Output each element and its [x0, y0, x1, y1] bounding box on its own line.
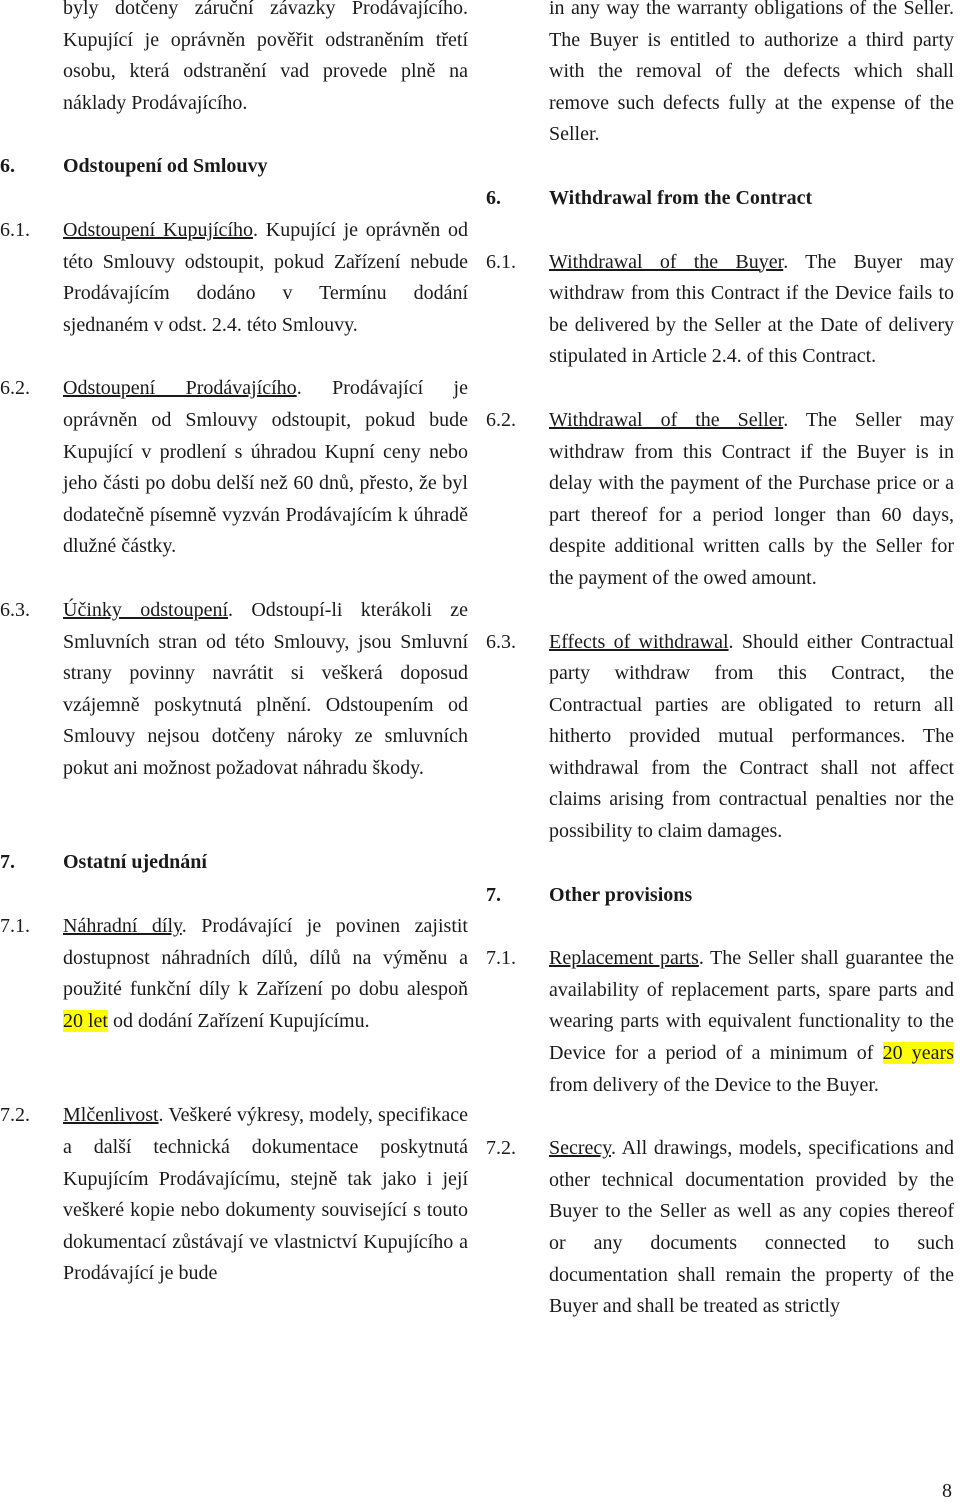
cz-intro-text: byly dotčeny záruční závazky Prodávajícího. Kupující je oprávněn pověřit odstraněním třetí osobu, která odstranění vad provede plně na náklady Prodávajícího.	[63, 0, 468, 114]
cz-clause-7-1-number: 7.1.	[0, 915, 30, 938]
en-section-6-title: Withdrawal from the Contract	[549, 186, 813, 209]
en-section-7-heading	[486, 880, 954, 912]
en-clause-6-3-number: 6.3.	[486, 630, 516, 653]
en-clause-6-1	[486, 247, 954, 373]
cz-section-6-heading	[0, 151, 468, 183]
en-clause-6-3	[486, 627, 954, 848]
cz-clause-7-2-text: . Veškeré výkresy, modely, specifikace a další technická dokumentace poskytnutá Kupujícím Prodávajícímu, stejně tak jako i její veškeré kopie nebo dokumenty související s touto dokumentací zůstávají ve vlastnictví Kupujícího a Prodávající je bude	[63, 1104, 468, 1285]
cz-clause-7-2	[0, 1100, 468, 1290]
cz-section-6-number: 6.	[0, 155, 15, 178]
cz-section-7-heading	[0, 847, 468, 879]
cz-clause-6-3-text: . Odstoupí-li kterákoli ze Smluvních stran od této Smlouvy, jsou Smluvní strany povinny navrátit si veškerá doposud vzájemně poskytnutá plnění. Odstoupením od Smlouvy nejsou dotčeny nároky ze smluvních pokut ani možnost požadovat náhradu škody.	[63, 598, 468, 779]
cz-clause-6-1-number: 6.1.	[0, 218, 30, 241]
cz-clause-6-1-title: Odstoupení Kupujícího	[63, 218, 253, 241]
czech-column	[0, 0, 468, 1290]
en-clause-6-3-text: . Should either Contractual party withdraw from this Contract, the Contractual parties are obligated to return all hitherto provided mutual performances. The withdrawal from the Contract shall not affect claims arising from contractual penalties nor the possibility to claim damages.	[549, 630, 955, 843]
cz-clause-6-2-number: 6.2.	[0, 377, 30, 400]
cz-section-7-number: 7.	[0, 851, 15, 874]
en-section-7-title: Other provisions	[549, 883, 693, 906]
en-clause-6-1-title: Withdrawal of the Buyer	[549, 250, 784, 273]
cz-clause-7-2-number: 7.2.	[0, 1104, 30, 1127]
en-clause-6-3-title: Effects of withdrawal	[549, 630, 729, 653]
cz-clause-7-1-text-a: . Prodávající je povinen zajistit dostupnost náhradních dílů, dílů na výměnu a použité funkční díly k Zařízení po dobu alespoň	[63, 915, 468, 1001]
en-clause-7-1-highlight: 20 years	[882, 1042, 955, 1065]
page-number: 8	[942, 1480, 952, 1502]
cz-clause-7-2-title: Mlčenlivost	[63, 1104, 159, 1127]
en-clause-7-1-text-a: . The Seller shall guarantee the availability of replacement parts, spare parts and wearing parts with equivalent functionality to the Device for a period of a minimum of	[549, 947, 954, 1065]
cz-clause-6-3-number: 6.3.	[0, 598, 30, 621]
en-clause-6-2-number: 6.2.	[486, 408, 516, 431]
en-clause-7-1-number: 7.1.	[486, 947, 516, 970]
en-intro-block	[486, 0, 954, 151]
cz-section-6-title: Odstoupení od Smlouvy	[63, 155, 268, 178]
en-clause-6-1-number: 6.1.	[486, 250, 516, 273]
en-section-6-number: 6.	[486, 186, 501, 209]
en-clause-6-1-text: . The Buyer may withdraw from this Contract if the Device fails to be delivered by the Seller at the Date of delivery stipulated in Article 2.4. of this Contract.	[549, 250, 954, 368]
cz-clause-7-1-text-b: od dodání Zařízení Kupujícímu.	[108, 1009, 370, 1032]
en-clause-6-2-title: Withdrawal of the Seller	[549, 408, 784, 431]
en-clause-7-2-number: 7.2.	[486, 1137, 516, 1160]
cz-clause-6-3	[0, 595, 468, 785]
en-clause-7-1	[486, 943, 954, 1101]
cz-clause-7-1-highlight: 20 let	[63, 1009, 108, 1032]
cz-clause-6-2-text: . Prodávající je oprávněn od Smlouvy odstoupit, pokud bude Kupující v prodlení s úhradou Kupní ceny nebo jeho části po dobu delší než 60 dnů, přesto, že byl dodatečně písemně vyzván Prodávajícím k úhradě dlužné částky.	[63, 377, 468, 558]
en-clause-7-1-text-b: from delivery of the Device to the Buyer.	[549, 1073, 879, 1096]
cz-clause-6-2-title: Odstoupení Prodávajícího	[63, 377, 297, 400]
cz-intro-block	[0, 0, 468, 119]
en-clause-7-1-title: Replacement parts	[549, 947, 699, 970]
cz-clause-7-1	[0, 911, 468, 1037]
cz-clause-7-1-title: Náhradní díly	[63, 915, 182, 938]
cz-clause-6-1-text: . Kupující je oprávněn od této Smlouvy odstoupit, pokud Zařízení nebude Prodávajícím dodáno v Termínu dodání sjednaném v odst. 2.4. této Smlouvy.	[63, 218, 468, 336]
cz-clause-6-1	[0, 215, 468, 341]
cz-section-7-title: Ostatní ujednání	[63, 851, 207, 874]
en-clause-6-2-text: . The Seller may withdraw from this Contract if the Buyer is in delay with the payment of the Purchase price or a part thereof for a period longer than 60 days, despite additional written calls by the Seller for the payment of the owed amount.	[549, 408, 954, 589]
en-intro-text: in any way the warranty obligations of the Seller. The Buyer is entitled to authorize a third party with the removal of the defects which shall remove such defects fully at the expense of the Seller.	[549, 0, 954, 146]
cz-clause-6-3-title: Účinky odstoupení	[63, 598, 228, 621]
cz-clause-6-2	[0, 373, 468, 563]
en-section-6-heading	[486, 183, 954, 215]
en-clause-7-2-text: . All drawings, models, specifications and other technical documentation provided by the Buyer to the Seller as well as any copies thereof or any documents connected to such documentation shall remain the property of the Buyer and shall be treated as strictly	[549, 1137, 954, 1318]
en-clause-7-2	[486, 1133, 954, 1323]
en-clause-7-2-title: Secrecy	[549, 1137, 611, 1160]
en-section-7-number: 7.	[486, 883, 501, 906]
english-column	[486, 0, 954, 1323]
en-clause-6-2	[486, 405, 954, 595]
